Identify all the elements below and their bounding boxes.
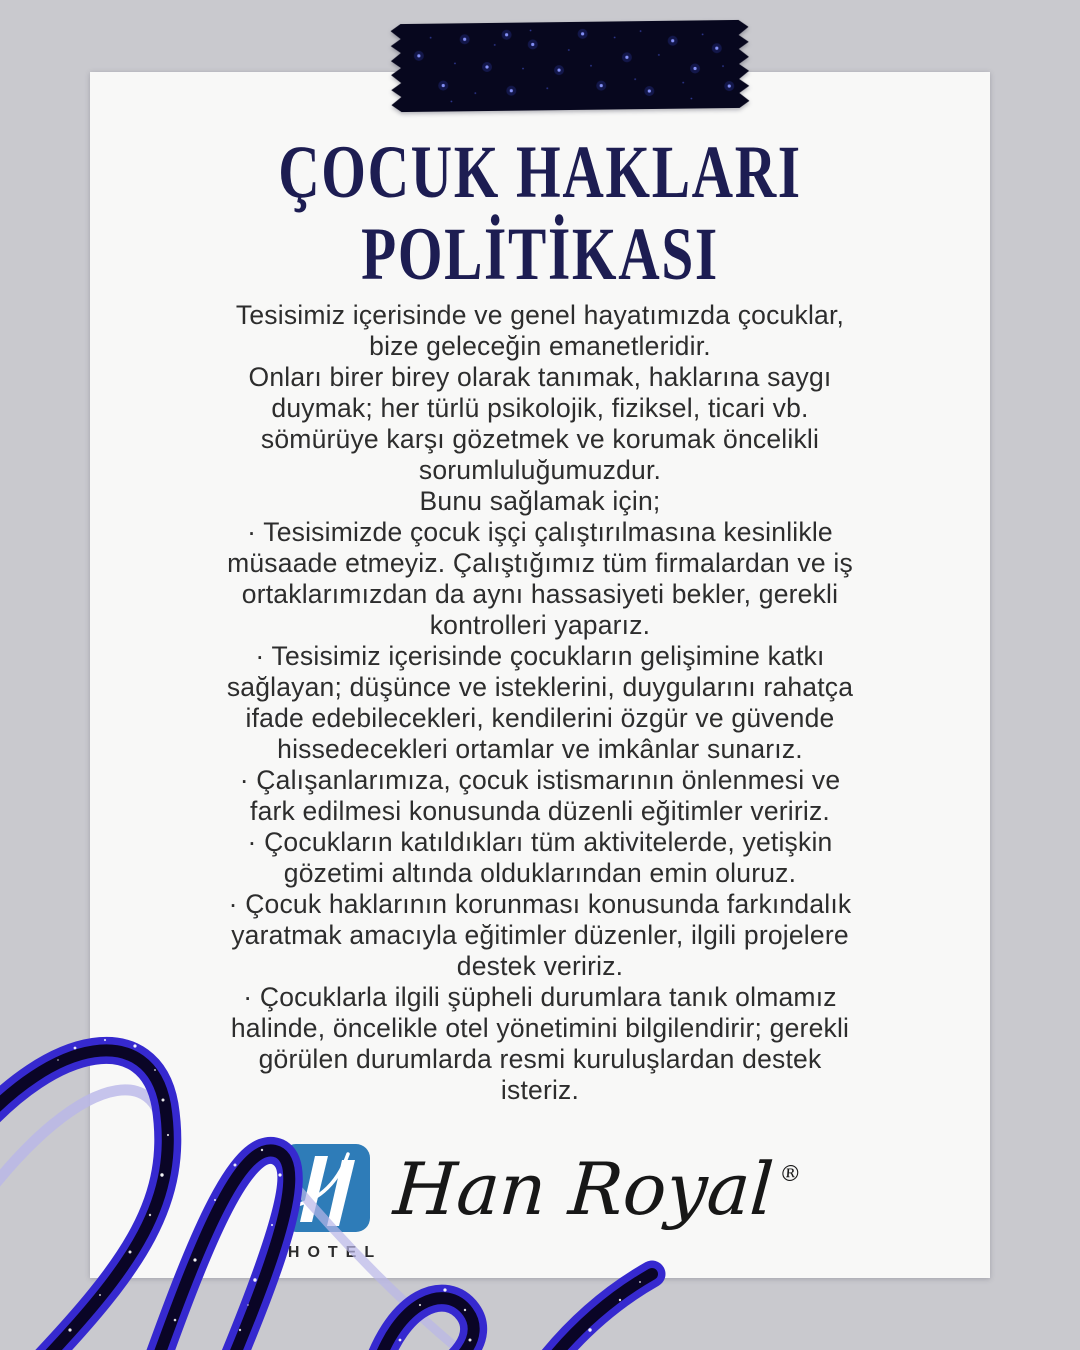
- tape-stars-icon: [390, 20, 749, 112]
- policy-paragraph: · Tesisimizde çocuk işçi çalıştırılmasına kesinlikle müsaade etmeyiz. Çalıştığımız tüm firmalardan ve iş ortaklarımızdan da aynı hassasiyeti bekler, gerekli kontrolleri yaparız.: [227, 517, 853, 640]
- washi-tape: [390, 20, 749, 112]
- hotel-logo: [90, 1144, 990, 1262]
- policy-paragraph: · Çocuk haklarının korunması konusunda farkındalık yaratmak amacıyla eğitimler düzenler, ilgili projelere destek veririz.: [228, 889, 852, 981]
- registered-trademark-icon: ®: [778, 1162, 803, 1187]
- hotel-logo-mark: [280, 1144, 383, 1262]
- policy-paragraph: · Çalışanlarımıza, çocuk istismarının önlenmesi ve fark edilmesi konusunda düzenli eğitimler veririz.: [239, 765, 841, 826]
- title-line-1: ÇOCUK HAKLARI: [278, 130, 802, 215]
- hotel-h-icon: [282, 1144, 370, 1232]
- title-line-2: POLİTİKASI: [361, 213, 719, 297]
- policy-paragraph: Onları birer birey olarak tanımak, haklarına saygı duymak; her türlü psikolojik, fiziksel, ticari vb. sömürüye karşı gözetmek ve korumak öncelikli sorumluluğumuzdur.: [248, 362, 832, 485]
- policy-paragraph: · Çocukların katıldıkları tüm aktivitelerde, yetişkin gözetimi altında olduklarından emin oluruz.: [247, 827, 833, 888]
- brand-name: [391, 1147, 803, 1231]
- brand-script: Han Royal: [391, 1147, 777, 1231]
- policy-paragraph: Bunu sağlamak için;: [419, 486, 661, 516]
- policy-card: [90, 72, 990, 1278]
- policy-paragraph: · Çocuklarla ilgili şüpheli durumlara tanık olmamız halinde, öncelikle otel yönetimini bilgilendirir; gerekli görülen durumlarda resmi kuruluşlardan destek isteriz.: [230, 982, 850, 1105]
- hotel-label: HOTEL: [287, 1244, 383, 1261]
- page-title: [171, 132, 909, 296]
- policy-paragraph: Tesisimiz içerisinde ve genel hayatımızda çocuklar, bize geleceğin emanetleridir.: [235, 300, 845, 361]
- policy-paragraph: · Tesisimiz içerisinde çocukların gelişimine katkı sağlayan; düşünce ve isteklerini, duygularını rahatça ifade edebilecekleri, kendilerini özgür ve güvende hissedecekleri ortamlar ve imkânlar sunarız.: [226, 641, 854, 764]
- policy-text: [225, 300, 855, 1106]
